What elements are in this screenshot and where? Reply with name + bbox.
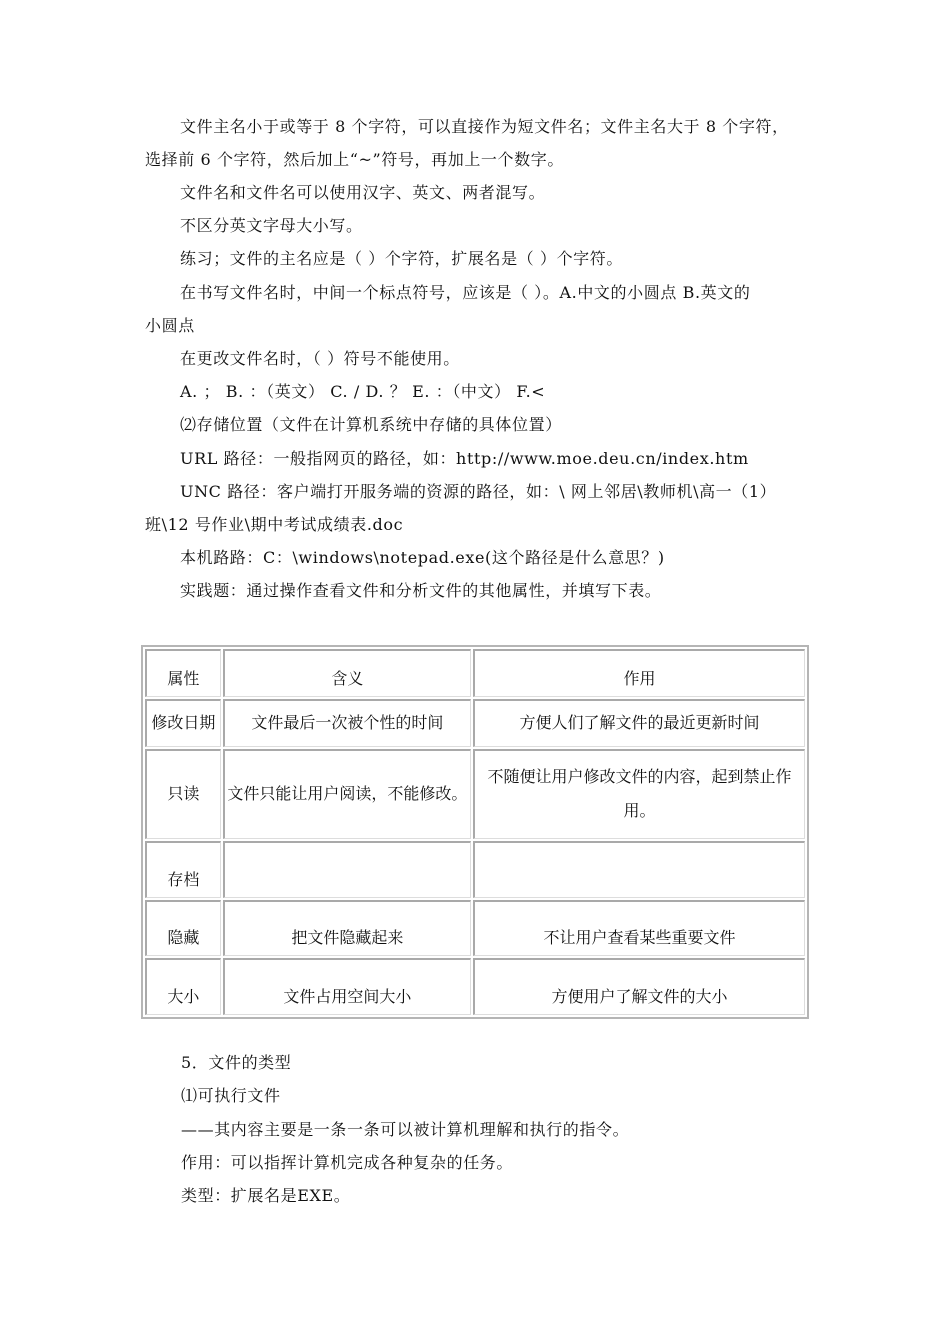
table-header-row — [145, 649, 805, 697]
table-row — [145, 841, 805, 898]
table-cell — [473, 841, 805, 898]
paragraph-line: 小圆点 — [145, 316, 195, 335]
subsection-heading: ⑴可执行文件 — [181, 1086, 281, 1105]
header-cell-meaning: 含义 — [223, 649, 471, 697]
paragraph-line: ——其内容主要是一条一条可以被计算机理解和执行的指令。 — [181, 1120, 630, 1139]
paragraph-line: 实践题：通过操作查看文件和分析文件的其他属性，并填写下表。 — [180, 581, 662, 600]
table-cell: 文件只能让用户阅读，不能修改。 — [223, 749, 471, 839]
attributes-table-frame — [141, 645, 809, 1019]
table-row — [145, 749, 805, 839]
table-cell: 只读 — [145, 749, 221, 839]
paragraph-line: A. ； B. ：（英文） C. / D. ？ E. ：（中文） F.< — [180, 382, 546, 401]
paragraph-line: 班\12 号作业\期中考试成绩表.doc — [145, 515, 404, 534]
paragraph-line: 不区分英文字母大小写。 — [180, 216, 363, 235]
table-cell: 方便人们了解文件的最近更新时间 — [473, 699, 805, 746]
table-cell: 文件占用空间大小 — [223, 958, 471, 1015]
paragraph-line: 文件名和文件名可以使用汉字、英文、两者混写。 — [180, 183, 546, 202]
paragraph-line: URL 路径：一般指网页的路径，如：http://www.moe.deu.cn/index.htm — [180, 449, 749, 468]
table-cell: 方便用户了解文件的大小 — [473, 958, 805, 1015]
table-cell: 不随便让用户修改文件的内容，起到禁止作用。 — [473, 749, 805, 839]
paragraph-line: 练习；文件的主名应是（ ）个字符，扩展名是（ ）个字符。 — [180, 249, 623, 268]
paragraph-line: 作用：可以指挥计算机完成各种复杂的任务。 — [181, 1153, 514, 1172]
paragraph-line: 选择前 6 个字符，然后加上“~”符号，再加上一个数字。 — [145, 150, 564, 169]
table-row — [145, 958, 805, 1015]
table-cell: 文件最后一次被个性的时间 — [223, 699, 471, 746]
paragraph-line: 在更改文件名时，（ ）符号不能使用。 — [180, 349, 460, 368]
paragraph-line: ⑵存储位置（文件在计算机系统中存储的具体位置） — [180, 415, 562, 434]
table-cell: 把文件隐藏起来 — [223, 900, 471, 957]
paragraph-line: 文件主名小于或等于 8 个字符，可以直接作为短文件名；文件主名大于 8 个字符， — [180, 117, 789, 136]
table-row — [145, 900, 805, 957]
table-cell: 存档 — [145, 841, 221, 898]
table-cell — [223, 841, 471, 898]
paragraph-line: 在书写文件名时，中间一个标点符号，应该是（ ）。A.中文的小圆点 B.英文的 — [180, 283, 751, 302]
attributes-table — [143, 647, 807, 1017]
paragraph-line: 本机路路：C：\windows\notepad.exe(这个路径是什么意思？) — [180, 548, 665, 567]
paragraph-line: UNC 路径：客户端打开服务端的资源的路径，如：\ 网上邻居\教师机\高一（1） — [180, 482, 777, 501]
table-cell: 不让用户查看某些重要文件 — [473, 900, 805, 957]
table-cell: 修改日期 — [145, 699, 221, 746]
header-cell-attribute: 属性 — [145, 649, 221, 697]
table-row — [145, 699, 805, 746]
table-cell: 大小 — [145, 958, 221, 1015]
section-heading: 5．文件的类型 — [181, 1053, 292, 1072]
table-cell: 隐藏 — [145, 900, 221, 957]
paragraph-line: 类型：扩展名是EXE。 — [181, 1186, 351, 1205]
header-cell-function: 作用 — [473, 649, 805, 697]
